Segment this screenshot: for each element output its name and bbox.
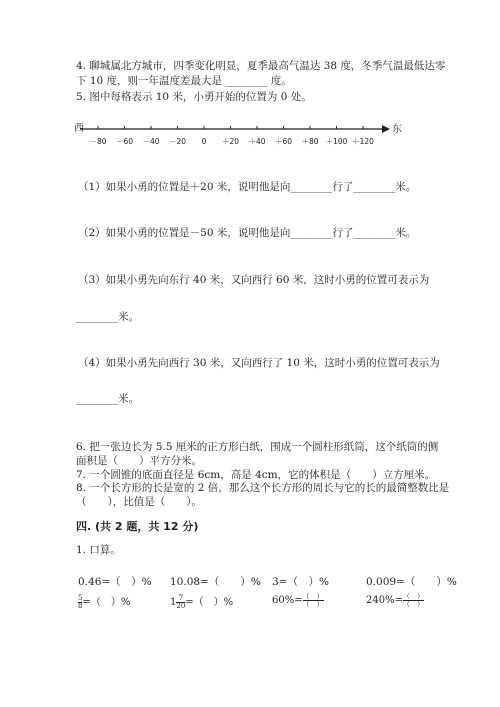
oral-item-1: 0.46=（ ）% (78, 576, 152, 588)
q5-sub-3: （3）如果小勇先向东行 40 米，又向西行 60 米，这时小勇的位置可表示为 (78, 274, 430, 286)
tick-label: ＋20 (221, 137, 240, 146)
oral-item-4: 0.009=（ ）% (366, 576, 457, 588)
tick-label: ＋60 (274, 137, 293, 146)
section-4-title: 四. (共 2 题，共 12 分) (76, 520, 199, 533)
oral-item-6-rest: =（ ）% (185, 597, 234, 608)
number-line (70, 118, 410, 150)
whole-number: 1 (170, 597, 177, 608)
oral-item-8 (366, 593, 424, 608)
oral-item-2: 10.08=（ ）% (170, 576, 261, 588)
oral-item-7 (272, 593, 324, 608)
q4-line-1: 4. 聊城属北方城市，四季变化明显，夏季最高气温达 38 度，冬季气温最低达零 (76, 60, 446, 72)
numerator: 5 (78, 594, 83, 602)
tick-label: ＋100 (325, 137, 348, 146)
q5-sub-4: （4）如果小勇先向西行 30 米，又向西行了 10 米，这时小勇的位置可表示为 (78, 357, 440, 369)
tick-label: －80 (89, 137, 107, 146)
q6-line-2: 面积是（ ）平方分米。 (76, 455, 202, 467)
oral-item-8-left: 240%= (366, 595, 403, 606)
oral-item-7-left: 60%= (272, 595, 303, 606)
q7-line-1: 7. 一个圆锥的底面直径是 6cm，高是 4cm，它的体积是（ ）立方厘米。 (76, 469, 436, 481)
oral-title: 1. 口算。 (76, 544, 121, 556)
fraction-blank (303, 593, 324, 608)
q8-line-2: （ ），比值是（ ）。 (76, 496, 202, 508)
oral-item-5-rest: =（ ）% (82, 597, 131, 608)
fraction-blank (403, 593, 424, 608)
tick-label: －40 (142, 137, 160, 146)
fraction-7-20 (176, 595, 185, 610)
axis-arrow (382, 125, 390, 133)
west-label: 西 (74, 123, 84, 134)
tick-label: ＋80 (301, 137, 319, 146)
oral-item-3: 3=（ ）% (272, 576, 329, 588)
tick-label: －60 (115, 137, 134, 146)
numerator: （ ） (302, 592, 324, 600)
denominator: 20 (176, 602, 186, 610)
tick-label: ＋40 (248, 137, 266, 146)
q5-sub-1: （1）如果小勇的位置是＋20 米，说明他是向________行了________米。 (78, 181, 417, 193)
numerator: 7 (178, 594, 184, 602)
q5-sub-4-blank: ________米。 (76, 393, 139, 405)
tick-label: 0 (201, 137, 207, 146)
oral-item-5 (78, 593, 130, 610)
tick-label: －20 (168, 137, 187, 146)
q5-intro: 5. 图中每格表示 10 米，小勇开始的位置为 0 处。 (76, 91, 312, 103)
q5-sub-3-blank: ________米。 (76, 311, 139, 323)
denominator: （ ） (302, 600, 324, 608)
denominator: 8 (78, 602, 83, 610)
tick-label: ＋120 (352, 137, 374, 146)
q4-line-2: 下 10 度，则一年温度差最大是 ________ 度。 (76, 75, 292, 87)
numerator: （ ） (402, 592, 424, 600)
oral-item-6 (170, 593, 233, 610)
east-label: 东 (392, 124, 402, 135)
q8-line-1: 8. 一个长方形的长是宽的 2 倍，那么这个长方形的周长与它的长的最简整数比是 (76, 482, 450, 494)
q6-line-1: 6. 把一张边长为 5.5 厘米的正方形白纸，围成一个圆柱形纸筒，这个纸筒的侧 (76, 441, 439, 453)
q5-sub-2: （2）如果小勇的位置是－50 米，说明他是向________行了________米。 (78, 227, 417, 239)
denominator: （ ） (402, 600, 424, 608)
